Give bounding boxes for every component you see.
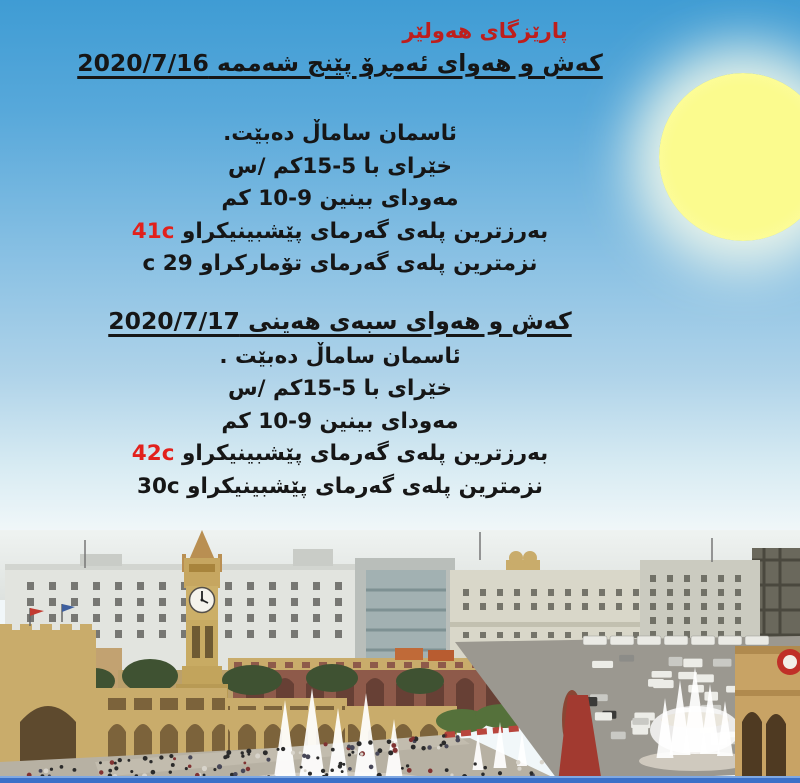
today-visibility-line: مەودای بینین 9-10 کم [221,186,459,211]
today-high-line [30,216,650,249]
city-square-photo [0,530,800,783]
governorate-title: پارێزگای هەولێر [402,19,568,43]
today-section [30,46,650,281]
tomorrow-sky-line: ئاسمان ساماڵ دەبێت . [219,343,461,369]
tomorrow-heading: کەش و هەوای سبەی هەینی 2020/7/17 [108,306,572,335]
tomorrow-high-line [30,438,650,471]
tomorrow-visibility-line: مەودای بینین 9-10 کم [221,408,459,434]
today-heading: کەش و هەوای ئەمڕۆ پێنج شەممە 2020/7/16 [77,49,603,77]
tomorrow-high-label: بەرزترین پلەی گەرمای پێشبینیکراو [174,441,549,466]
today-low-line: نزمترین پلەی گەرمای تۆمارکراو 29 c [142,251,538,276]
tomorrow-wind-line: خێرای با 5-15کم /س [227,376,453,401]
today-high-label: بەرزترین پلەی گەرمای پێشبینیکراو [174,218,549,244]
today-sky-line: ئاسمان ساماڵ دەبێت. [223,121,457,146]
bottom-bar [0,776,800,783]
forecast-text-block [30,16,650,503]
bazaar-gate-building [735,646,800,783]
tomorrow-section [30,303,650,504]
tomorrow-low-line: نزمترین پلەی گەرمای پێشبینیکراو 30c [137,473,543,499]
today-wind-line: خێرای با 5-15کم /س [227,153,453,179]
today-high-value: 41c [131,218,175,244]
tomorrow-high-value: 42c [131,441,175,466]
